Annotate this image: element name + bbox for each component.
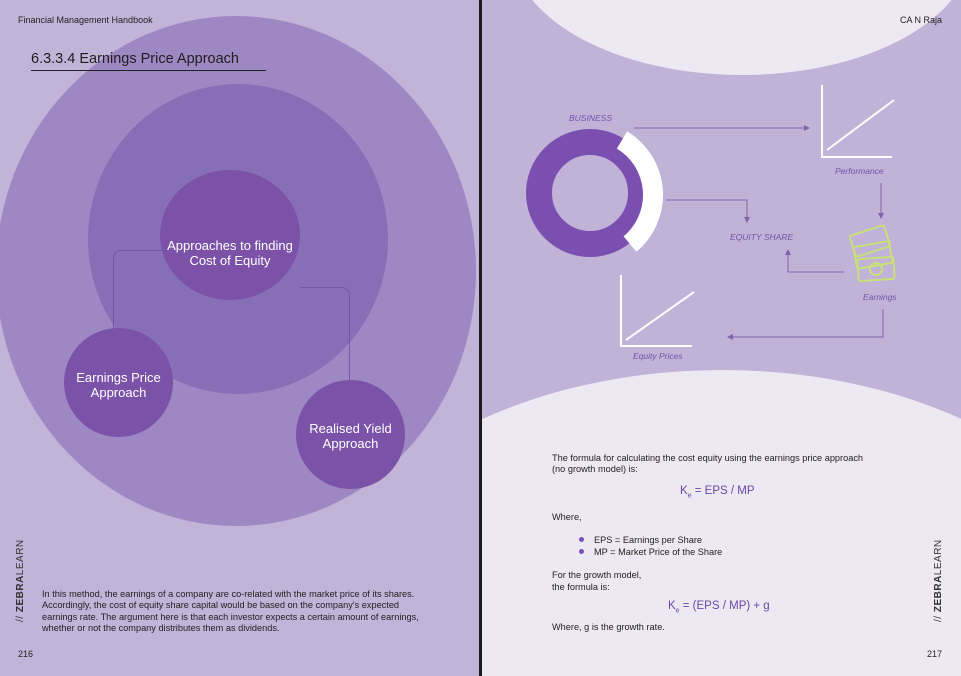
- body-paragraph: In this method, the earnings of a company are co-related with the market price of its shares. Accordingly, the cost of equity share capital would be based on the company's expected earnings rate. The argument here is that each investor expects a certain amount of earnings, whether or not the company distributes them as dividends.: [42, 589, 419, 634]
- brand-glyph: //: [15, 615, 26, 622]
- arrow-earnings-prices: [728, 309, 883, 337]
- bullet-icon: [579, 549, 584, 554]
- performance-chart-icon: [822, 85, 894, 157]
- definition-text: EPS = Earnings per Share: [594, 535, 703, 545]
- zebralearn-logo: [15, 539, 26, 622]
- right-bubble-label: Realised Yield Approach: [309, 421, 392, 451]
- zebralearn-logo: [933, 539, 944, 622]
- arrow-earnings-equity: [788, 250, 844, 272]
- connector-right: [300, 287, 350, 380]
- formula-k: K: [680, 485, 688, 497]
- brand-bold: ZEBRA: [933, 575, 944, 613]
- center-bubble: [160, 170, 300, 300]
- formula-sub: e: [687, 492, 692, 500]
- formula-rest: = (EPS / MP) + g: [679, 600, 770, 612]
- brand-bold: ZEBRA: [15, 575, 26, 613]
- definition-item: [579, 546, 722, 558]
- formula-intro: The formula for calculating the cost equity using the earnings price approach (no growth model) is:: [552, 453, 864, 475]
- formula-rest: = EPS / MP: [691, 485, 755, 497]
- page-number: 217: [926, 649, 942, 659]
- page-number: 216: [18, 649, 34, 659]
- label-equity-prices: Equity Prices: [633, 351, 683, 361]
- growth-intro-1: For the growth model,: [552, 570, 642, 580]
- brand-glyph: //: [933, 615, 944, 622]
- connector-left: [113, 250, 164, 331]
- definition-list: [579, 534, 722, 558]
- infographic: [482, 0, 961, 380]
- left-bubble-label: Earnings Price Approach: [76, 370, 161, 400]
- growth-rate-note: Where, g is the growth rate.: [552, 622, 665, 632]
- formula-k: K: [668, 600, 676, 612]
- label-equity-share: EQUITY SHARE: [730, 232, 794, 242]
- left-page: [0, 0, 479, 676]
- arrow-donut-equity: [666, 200, 747, 222]
- brand-light: LEARN: [15, 539, 26, 576]
- center-bubble-label: Approaches to finding Cost of Equity: [167, 238, 293, 268]
- business-donut: [539, 140, 653, 244]
- growth-intro-2: the formula is:: [552, 582, 610, 592]
- definition-item: [579, 534, 722, 546]
- author-header: CA N Raja: [899, 15, 942, 25]
- label-performance: Performance: [835, 166, 884, 176]
- section-title: 6.3.3.4 Earnings Price Approach: [31, 51, 239, 67]
- equity-prices-chart-icon: [621, 275, 694, 346]
- brand-light: LEARN: [933, 539, 944, 576]
- formula-growth: [668, 600, 770, 614]
- where-label: Where,: [552, 512, 582, 522]
- formula-sub: e: [675, 607, 680, 615]
- money-icon: [849, 225, 894, 281]
- definition-text: MP = Market Price of the Share: [594, 547, 723, 557]
- section-title-underline: [31, 70, 266, 71]
- formula-no-growth: [680, 485, 755, 499]
- right-page: [482, 0, 961, 676]
- label-earnings: Earnings: [863, 292, 897, 302]
- bullet-icon: [579, 537, 584, 542]
- handbook-header: Financial Management Handbook: [18, 15, 153, 25]
- label-business: BUSINESS: [569, 113, 612, 123]
